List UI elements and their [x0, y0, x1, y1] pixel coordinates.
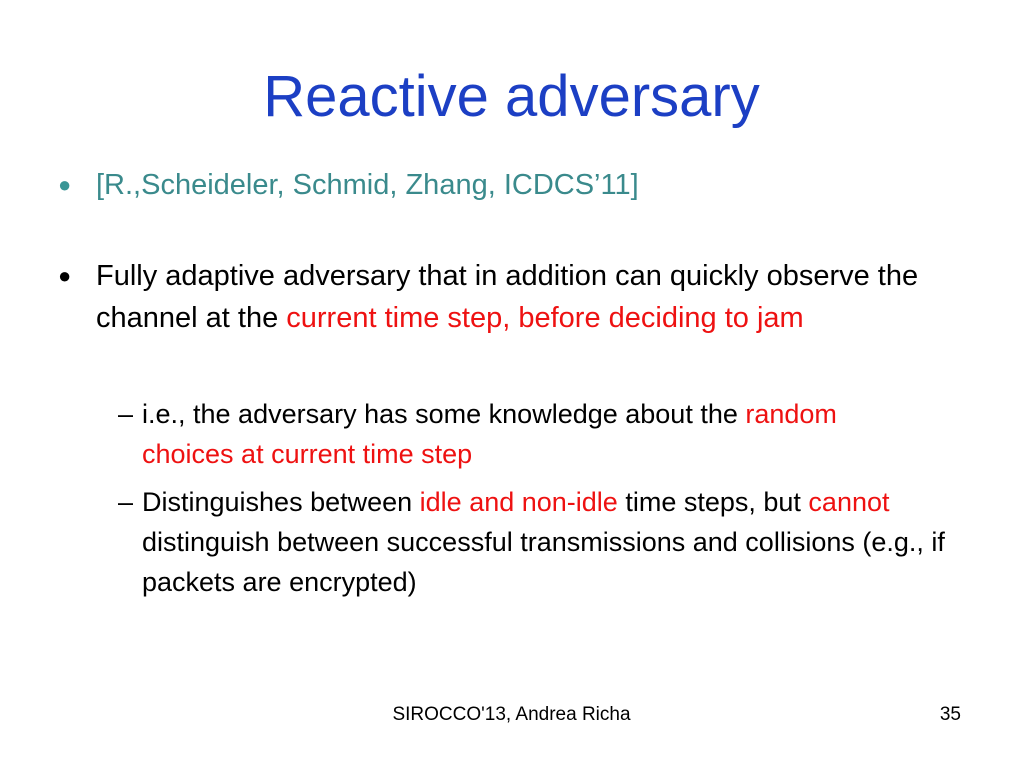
- footer-conference: SIROCCO'13, Andrea Richa: [392, 704, 631, 725]
- bullet-text-plain: Fully adaptive adversary that in addition can quickly observe the channel at the: [96, 260, 919, 334]
- subbullet-marker: –: [118, 399, 134, 429]
- bullet-adaptive-adversary: [58, 255, 948, 339]
- bullet-marker: ●: [58, 263, 72, 288]
- bullet-text: [96, 255, 948, 339]
- subbullet-text: [142, 394, 918, 474]
- citation-text: [R.,Scheideler, Schmid, Zhang, ICDCS’11]: [96, 169, 639, 201]
- subbullet-distinguishes: [118, 482, 978, 602]
- subbullet-text-emphasis: idle and non-idle: [419, 487, 618, 517]
- subbullet-knowledge: [118, 394, 918, 474]
- slide-title: Reactive adversary: [263, 64, 760, 129]
- subbullet-text-plain: distinguish between successful transmissions and collisions (e.g., if packets are encrypted): [142, 527, 945, 597]
- bullet-citation: [58, 164, 958, 206]
- subbullet-text-emphasis: random choices at current time step: [142, 399, 837, 469]
- subbullet-text-emphasis: cannot: [808, 487, 890, 517]
- subbullet-text: [142, 482, 978, 602]
- subbullet-marker: –: [118, 487, 134, 517]
- bullet-marker: ●: [58, 172, 72, 197]
- subbullet-text-plain: i.e., the adversary has some knowledge about the: [142, 399, 746, 429]
- subbullet-text-plain: Distinguishes between: [142, 487, 420, 517]
- bullet-text-emphasis: current time step, before deciding to jam: [286, 302, 804, 334]
- subbullet-text-plain: time steps, but: [617, 487, 809, 517]
- slide-number: 35: [939, 704, 961, 725]
